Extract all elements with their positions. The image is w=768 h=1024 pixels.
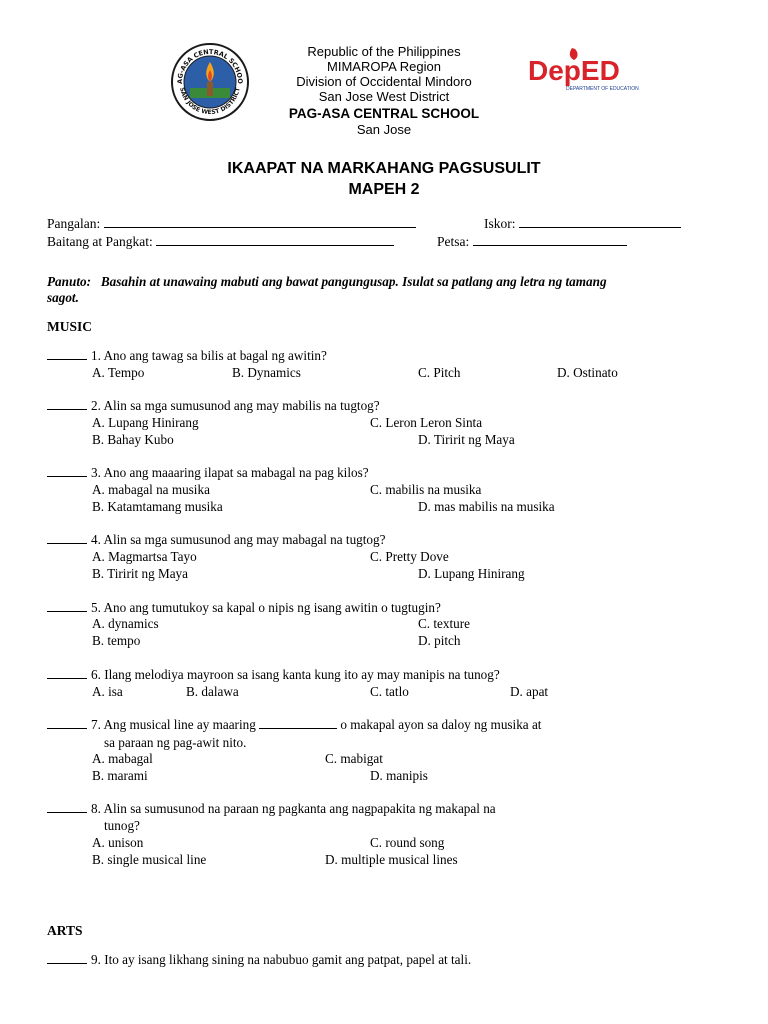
header-line-2: MIMAROPA Region [327, 59, 441, 74]
q5-option-c: C. texture [418, 616, 471, 631]
section-arts: ARTS [47, 923, 83, 938]
grade-field-row [47, 234, 394, 250]
header-line-3: Division of Occidental Mindoro [296, 74, 472, 89]
q2-option-d: D. Tiririt ng Maya [418, 432, 515, 447]
instructions [47, 274, 607, 290]
answer-blank-3[interactable] [47, 465, 87, 477]
header-line-4: San Jose West District [318, 89, 450, 104]
q7-inline-blank[interactable] [259, 717, 337, 729]
q4-option-d: D. Lupang Hinirang [418, 566, 525, 581]
question-8-cont: tunog? [104, 818, 140, 833]
q2-option-b: B. Bahay Kubo [92, 432, 174, 447]
answer-blank-2[interactable] [47, 398, 87, 410]
q6-option-d: D. apat [510, 684, 549, 699]
question-3: 3. Ano ang maaaring ilapat sa mabagal na pag kilos? [47, 465, 369, 481]
q5-option-b: B. tempo [92, 633, 141, 648]
grade-input-line[interactable] [156, 234, 394, 246]
instructions-label: Panuto: [47, 274, 91, 289]
q5-option-a: A. dynamics [92, 616, 159, 631]
score-field-row [484, 216, 681, 232]
school-name: PAG-ASA CENTRAL SCHOOL [288, 106, 480, 121]
date-label: Petsa: [437, 234, 470, 249]
question-8: 8. Alin sa sumusunod na paraan ng pagkanta ang nagpapakita ng makapal na [47, 801, 496, 817]
q4-option-c: C. Pretty Dove [370, 549, 449, 564]
seal-text-top: AG-ASA CENTRAL SCHOO [175, 47, 245, 85]
answer-blank-9[interactable] [47, 952, 87, 964]
section-music: MUSIC [47, 319, 93, 334]
date-input-line[interactable] [473, 234, 627, 246]
answer-blank-5[interactable] [47, 600, 87, 612]
deped-logo-text: DepED [528, 55, 620, 86]
q6-option-a: A. isa [92, 684, 123, 699]
answer-blank-8[interactable] [47, 801, 87, 813]
date-field-row [437, 234, 627, 250]
q1-option-b: B. Dynamics [232, 365, 301, 380]
grade-label: Baitang at Pangkat: [47, 234, 153, 249]
q3-option-c: C. mabilis na musika [370, 482, 482, 497]
q7-option-a: A. mabagal [92, 751, 153, 766]
q7-option-d: D. manipis [370, 768, 428, 783]
answer-blank-6[interactable] [47, 667, 87, 679]
header-line-1: Republic of the Philippines [307, 44, 461, 59]
school-town: San Jose [356, 122, 412, 137]
question-9: 9. Ito ay isang likhang sining na nabubuo gamit ang patpat, papel at tali. [47, 952, 471, 968]
q8-option-a: A. unison [92, 835, 144, 850]
q8-option-d: D. multiple musical lines [325, 852, 458, 867]
name-label: Pangalan: [47, 216, 101, 231]
q1-option-d: D. Ostinato [557, 365, 618, 380]
answer-blank-1[interactable] [47, 348, 87, 360]
question-7: 7. Ang musical line ay maaring o makapal ayon sa daloy ng musika at [47, 717, 541, 733]
exam-title: IKAAPAT NA MARKAHANG PAGSUSULIT [227, 160, 541, 177]
question-4: 4. Alin sa mga sumusunod ang may mabagal na tugtog? [47, 532, 385, 548]
instructions-text-cont: sagot. [47, 290, 79, 305]
q5-option-d: D. pitch [418, 633, 461, 648]
deped-logo-subtext: DEPARTMENT OF EDUCATION [566, 86, 639, 92]
question-5: 5. Ano ang tumutukoy sa kapal o nipis ng isang awitin o tugtugin? [47, 600, 441, 616]
q4-option-a: A. Magmartsa Tayo [92, 549, 197, 564]
question-2: 2. Alin sa mga sumusunod ang may mabilis na tugtog? [47, 398, 380, 414]
q4-option-b: B. Tiririt ng Maya [92, 566, 188, 581]
score-input-line[interactable] [519, 216, 681, 228]
q3-option-b: B. Katamtamang musika [92, 499, 223, 514]
name-field-row [47, 216, 416, 232]
score-label: Iskor: [484, 216, 516, 231]
q1-option-c: C. Pitch [418, 365, 461, 380]
q2-option-a: A. Lupang Hinirang [92, 415, 199, 430]
q8-option-b: B. single musical line [92, 852, 207, 867]
seal-text-bottom: SAN JOSE WEST DISTRICT [178, 86, 242, 117]
q7-option-b: B. marami [92, 768, 148, 783]
answer-blank-7[interactable] [47, 717, 87, 729]
instructions-text: Basahin at unawaing mabuti ang bawat pangungusap. Isulat sa patlang ang letra ng tamang [100, 274, 607, 289]
question-6: 6. Ilang melodiya mayroon sa isang kanta kung ito ay may manipis na tunog? [47, 667, 500, 683]
q6-option-b: B. dalawa [186, 684, 239, 699]
q8-option-c: C. round song [370, 835, 445, 850]
name-input-line[interactable] [104, 216, 416, 228]
q2-option-c: C. Leron Leron Sinta [370, 415, 483, 430]
q7-option-c: C. mabigat [325, 751, 383, 766]
q3-option-a: A. mabagal na musika [92, 482, 210, 497]
answer-blank-4[interactable] [47, 532, 87, 544]
q3-option-d: D. mas mabilis na musika [418, 499, 555, 514]
q6-option-c: C. tatlo [370, 684, 409, 699]
question-7-cont: sa paraan ng pag-awit nito. [104, 735, 247, 750]
q1-option-a: A. Tempo [92, 365, 145, 380]
exam-subject: MAPEH 2 [348, 181, 420, 198]
question-1: 1. Ano ang tawag sa bilis at bagal ng awitin? [47, 348, 327, 364]
